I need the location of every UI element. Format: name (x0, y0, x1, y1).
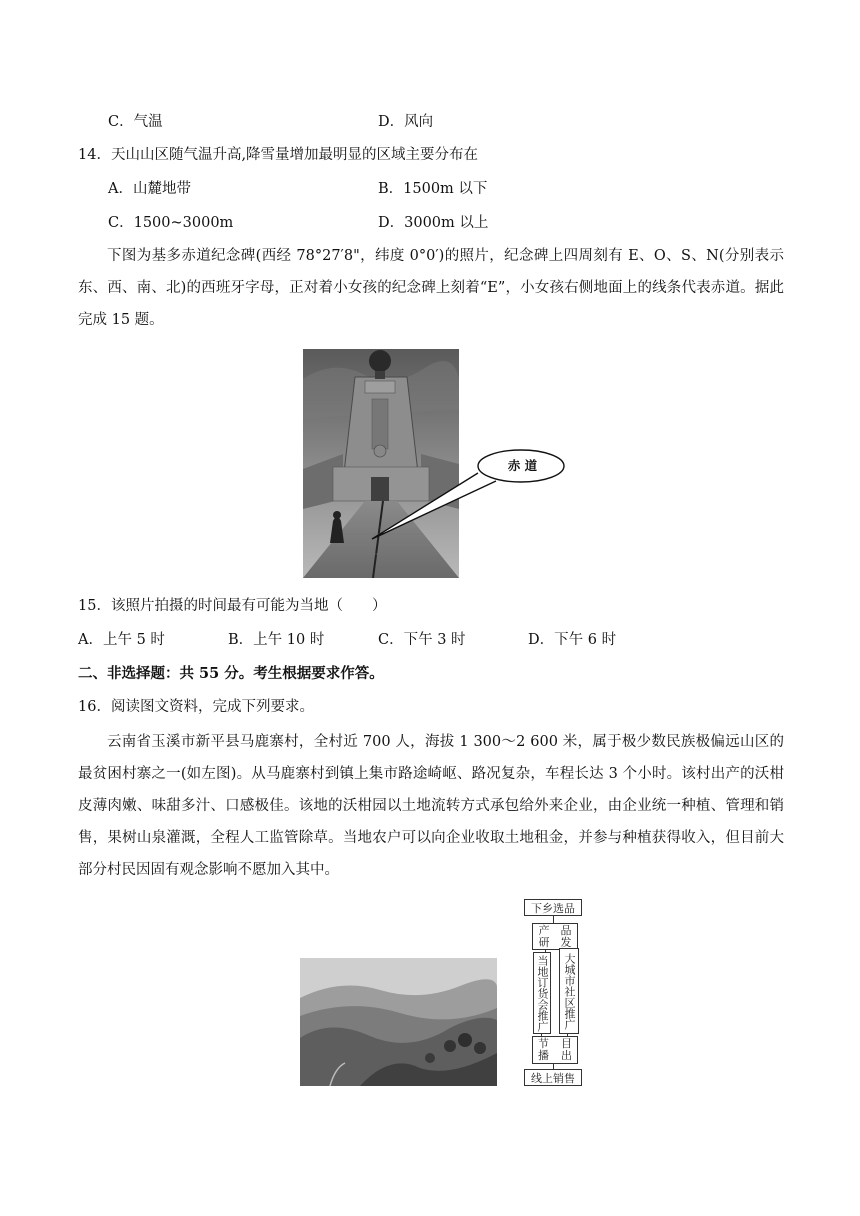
landscape-illustration (300, 958, 497, 1086)
flow-node-city-community: 大城市社区推广 (559, 948, 579, 1034)
q15-option-d: D．下午 6 时 (528, 632, 617, 648)
q16-stem: 16．阅读图文资料，完成下列要求。 (78, 699, 314, 715)
flow-live-right: 目 出 (561, 1037, 572, 1062)
mountain-village-photo (300, 958, 497, 1086)
q14-option-a: A．山麓地带 (108, 181, 191, 197)
q14-option-b: B．1500m 以下 (378, 181, 488, 197)
flow-connector (553, 915, 554, 923)
flow-node-live (532, 1036, 578, 1064)
q16-passage: 云南省玉溪市新平县马鹿寨村，全村近 700 人，海拔 1 300～2 600 米，属于极少数民族极偏远山区的最贫困村寨之一(如左图)。从马鹿寨村到镇上集市路途崎岖、路况复杂，车程长达 3 个小时。该村出产的沃柑皮薄肉嫩、味甜多汁、口感极佳。该地的沃柑园以土地流转方式承包给外来企业，由企业统一种植、管理和销售，果树山泉灌溉，全程人工监管除草。当地农户可以向企业收取土地租金，并参与种植获得收入，但目前大部分村民因固有观念影响不愿加入其中。 (78, 734, 784, 878)
equator-callout-label: 赤 道 (507, 458, 538, 473)
flow-node-top: 下乡选品 (524, 899, 582, 916)
section-2-heading: 二、非选择题：共 55 分。考生根据要求作答。 (78, 665, 384, 682)
q14-option-d: D．3000m 以上 (378, 215, 489, 231)
q15-option-b: B．上午 10 时 (228, 632, 325, 648)
q13-option-c: C．气温 (108, 114, 163, 130)
q15-option-c: C．下午 3 时 (378, 632, 466, 648)
flow-node-rd: 产 品 研 发 (532, 923, 578, 950)
q14-stem: 14．天山山区随气温升高,降雪量增加最明显的区域主要分布在 (78, 147, 479, 163)
flow-live-left: 节 播 (538, 1037, 549, 1062)
flow-node-bottom: 线上销售 (524, 1069, 582, 1086)
q15-stem: 15．该照片拍摄的时间最有可能为当地（ ） (78, 598, 387, 614)
q15-intro-paragraph: 下图为基多赤道纪念碑(西经 78°27′8"，纬度 0°0′)的照片，纪念碑上四周刻有 E、O、S、N(分别表示东、西、南、北)的西班牙字母，正对着小女孩的纪念碑上刻着“E”，小女孩右侧地面上的线条代表赤道。据此完成 15 题。 (78, 248, 784, 328)
q15-option-a: A．上午 5 时 (78, 632, 165, 648)
q13-option-d: D．风向 (378, 114, 434, 130)
flow-node-local-fair: 当地订货会推广 (533, 952, 551, 1034)
q14-option-c: C．1500~3000m (108, 215, 234, 231)
